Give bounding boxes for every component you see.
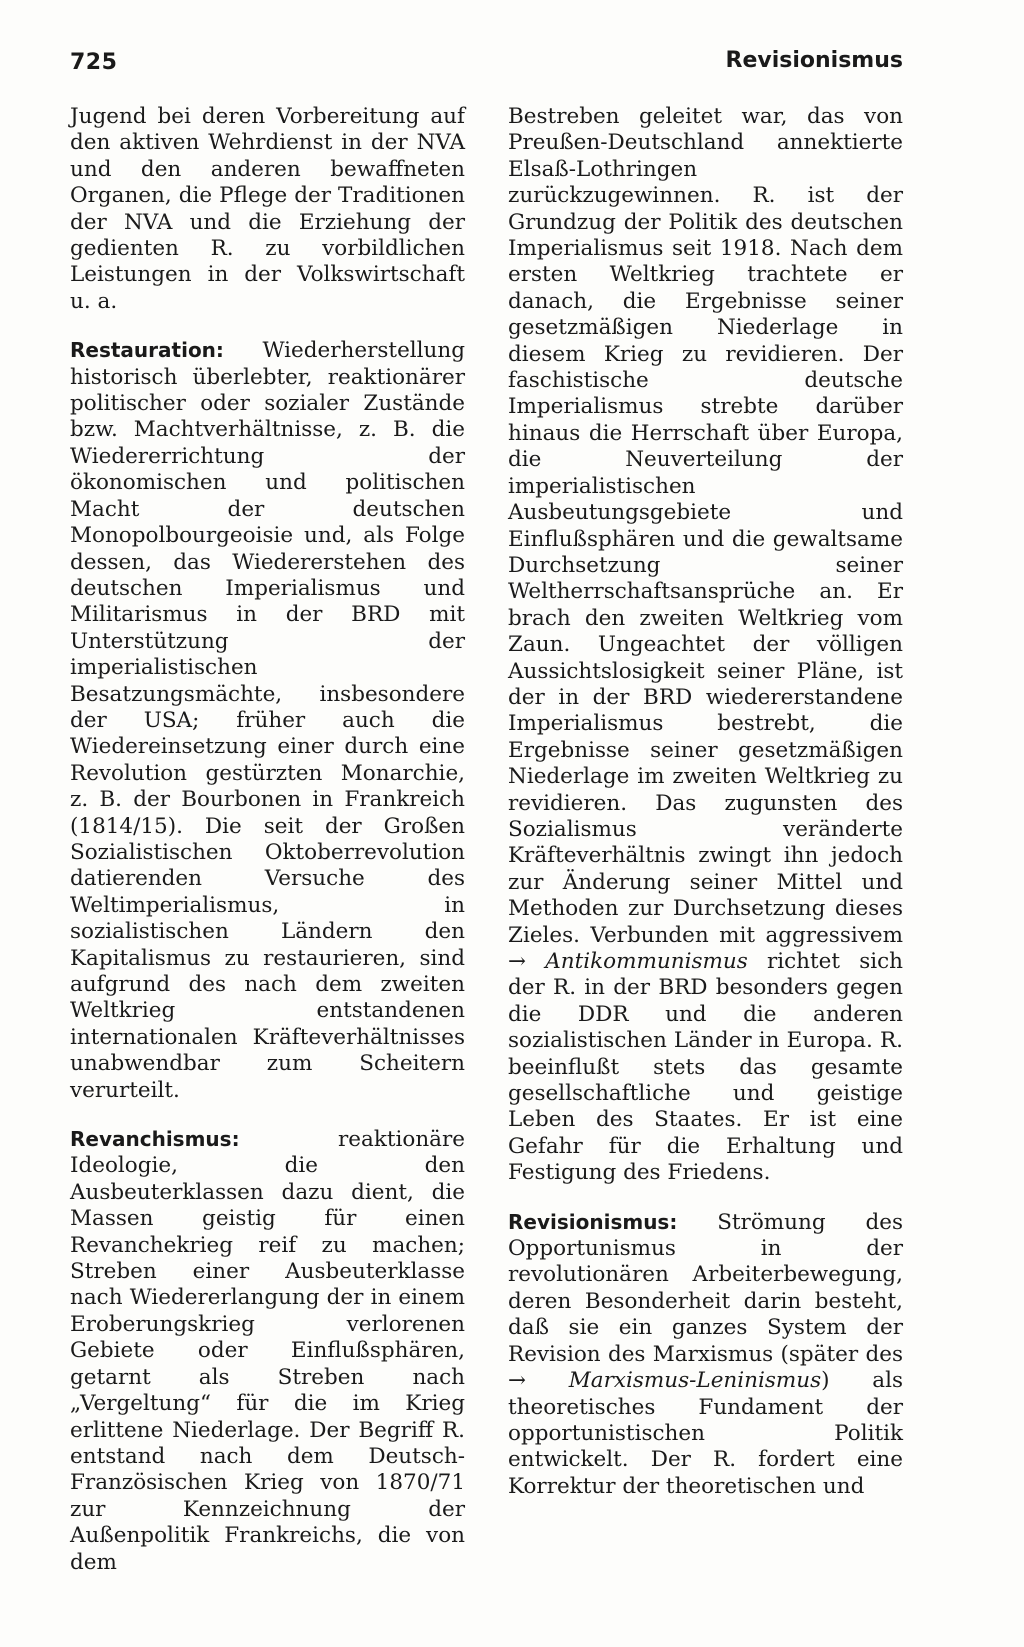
entry-restauration [70, 337, 465, 1104]
page-number: 725 [70, 50, 118, 75]
entry-term: Restauration: [70, 338, 224, 363]
entry-text: reaktionäre Ideologie, die den Ausbeuterklassen dazu dient, die Massen geistig für einen Revanchekrieg reif zu machen; Streben einer Ausbeuterklasse nach Wiedererlangung der in einem Eroberungskrieg verlorenen Gebiete oder Einflußsphären, getarnt als Streben nach „Vergeltung“ für die im Krieg erlittene Niederlage. Der Begriff R. entstand nach dem Deutsch-Französischen Krieg von 1870/71 zur Kennzeichnung der Außenpolitik Frankreichs, die von dem [70, 1127, 465, 1575]
entry-term: Revanchismus: [70, 1127, 240, 1152]
entry-text: Wiederherstellung historisch überlebter, reaktionärer politischer oder sozialer Zustände bzw. Machtverhältnisse, z. B. die Wiedererrichtung der ökonomischen und politischen Macht der deutschen Monopolbourgeoisie und, als Folge dessen, das Wiedererstehen des deutschen Imperialismus und Militarismus in der BRD mit Unterstützung der imperialistischen Besatzungsmächte, insbesondere der USA; früher auch die Wiedereinsetzung einer durch eine Revolution gestürzten Monarchie, z. B. der Bourbonen in Frankreich (1814/15). Die seit der Großen Sozialistischen Oktoberrevolution datierenden Versuche des Weltimperialismus, in sozialistischen Ländern den Kapitalismus zu restaurieren, sind aufgrund des nach dem zweiten Weltkrieg entstandenen internationalen Kräfteverhältnisses unabwendbar zum Scheitern verurteilt. [70, 338, 465, 1103]
entry-text: Bestreben geleitet war, das von Preußen-Deutschland annektierte Elsaß-Lothringen zurückzugewinnen. R. ist der Grundzug der Politik des deutschen Imperialismus seit 1918. Nach dem ersten Weltkrieg trachtete er danach, die Ergebnisse seiner gesetzmäßigen Niederlage in diesem Krieg zu revidieren. Der faschistische deutsche Imperialismus strebte darüber hinaus die Herrschaft über Europa, die Neuverteilung der imperialistischen Ausbeutungsgebiete und Einflußsphären und die gewaltsame Durchsetzung seiner Weltherrschaftsansprüche an. Er brach den zweiten Weltkrieg vom Zaun. Ungeachtet der völligen Aussichtslosigkeit seiner Pläne, ist der in der BRD wiedererstandene Imperialismus bestrebt, die Ergebnisse seiner gesetzmäßigen Niederlage im zweiten Weltkrieg zu revidieren. Das zugunsten des Sozialismus veränderte Kräfteverhältnis zwingt ihn jedoch zur Änderung seiner Mittel und Methoden zur Durchsetzung dieses Zieles. Verbunden mit aggressivem [508, 104, 903, 948]
entry-text: Strömung des Opportunismus in der revolutionären Arbeiterbewegung, deren Besonderheit darin besteht, daß sie ein ganzes System der Revision des Marxismus (später des [508, 1209, 903, 1367]
cross-reference: Antikommunismus [545, 949, 748, 974]
revanchismus-continuation [508, 104, 903, 1187]
cross-reference: Marxismus-Leninismus [568, 1368, 822, 1394]
right-column [508, 104, 903, 1500]
entry-term: Revisionismus: [508, 1209, 678, 1234]
entry-text: ) als theoretisches Fundament der opportunistischen Politik entwickelt. Der R. fordert eine Korrektur der theoretischen und [508, 1368, 903, 1499]
cross-reference-arrow: → [508, 1368, 527, 1394]
left-column [70, 104, 465, 1576]
entry-revanchismus [70, 1126, 465, 1576]
cross-reference-arrow: → [508, 949, 527, 974]
entry-revisionismus [508, 1209, 903, 1500]
entry-text: richtet sich der R. in der BRD besonders gegen die DDR und die anderen sozialistischen Länder in Europa. R. beeinflußt stets das gesamte gesellschaftliche und geistige Leben des Staates. Er ist eine Gefahr für die Erhaltung und Festigung des Friedens. [508, 949, 904, 1186]
running-head: Revisionismus [725, 48, 903, 73]
continuation-paragraph: Jugend bei deren Vorbereitung auf den aktiven Wehrdienst in der NVA und den anderen bewaffneten Organen, die Pflege der Traditionen der NVA und die Erziehung der gedienten R. zu vorbildlichen Leistungen in der Volkswirtschaft u. a. [70, 104, 465, 314]
